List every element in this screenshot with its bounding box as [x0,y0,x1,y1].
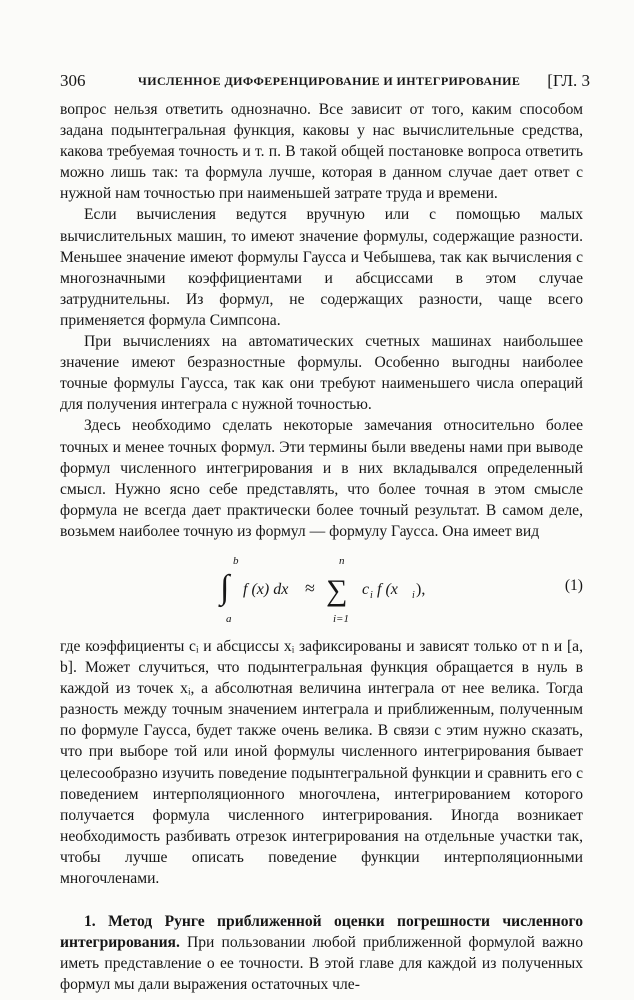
paragraph-automatic-machines: При вычислениях на автоматических счетных машинах наибольшее значение имеют безразностные формулы. Особенно выгодны наиболее точные формулы Гаусса, так как они требуют наименьшего числа операций для получения интеграла с нужной точностью. [60,333,583,414]
summand-function: f (x [377,580,398,598]
paragraph-after-formula: где коэффициенты cᵢ и абсциссы xᵢ зафиксированы и зависят только от n и [a, b]. Может случиться, что подынтегральная функция обращается в нуль в каждой из точек xᵢ, а абсолютная величина интеграла от нее велика. Тогда разность между точным значением интеграла и приближенным, полученным по формуле Гаусса, будет также очень велика. В связи с этим нужно сказать, что при выборе той или иной формулы численного интегрирования бывает целесообразно изучить поведение подынтегральной функции и сравнить его с поведением интерполяционного многочлена, интегрированием которого получается формула численного интегрирования. Иногда возникает необходимость разбивать отрезок интегрирования на отдельные участки так, чтобы лучше описать поведение функции интерполяционными многочленами. [60,637,583,887]
running-head [60,68,590,94]
sum-lower-limit: i=1 [333,612,349,625]
gauss-formula [60,542,583,636]
page-number: 306 [60,71,86,90]
integral-sign: ∫ [220,568,230,606]
paragraph-continuation: вопрос нельзя ответить однозначно. Все зависит от того, каким способом задана подынтегральная функция, каковы у нас вычислительные средства, какова требуемая точность и т. п. В такой общей постановке вопроса ответить можно лишь так: та формула лучше, которая в данном случае дает ответ с нужной нам точностью при наименьшей затрате труда и времени. [60,101,583,203]
sum-sign: ∑ [326,573,348,607]
paragraph-accuracy-remarks: Здесь необходимо сделать некоторые замечания относительно более точных и менее точных формул. Эти термины были введены нами при выводе формул численного интегрирования и в них вкладывался определенный смысл. Нужно ясно себе представлять, что более точная в этом смысле формула не всегда дает практически более точный результат. В самом деле, возьмем наиболее точную из формул — формулу Гаусса. Она имеет вид [60,417,583,540]
section-paragraph [60,911,583,995]
formula-number: (1) [564,576,583,594]
sum-upper-limit: n [339,554,345,567]
approx-sign: ≈ [305,577,315,598]
summand-coefficient-index: i [370,589,373,601]
section-heading: 1. Метод Рунге приближенной оценки погрешности численного интегрирования. [60,913,583,952]
integral-lower-limit: a [226,612,232,625]
integrand: f (x) dx [243,580,289,598]
integral-upper-limit: b [233,554,239,567]
section-text: При пользовании любой приближенной формулой важно иметь представление о ее точности. В этой главе для каждой из полученных формул мы дали выражения остаточных чле- [60,934,583,994]
body-text [60,99,583,995]
summand-close: ), [416,580,426,598]
summand-coefficient: c [362,580,370,598]
running-title: ЧИСЛЕННОЕ ДИФФЕРЕНЦИРОВАНИЕ И ИНТЕГРИРОВАНИЕ [138,74,521,88]
summand-abscissa-index: i [412,589,415,601]
paragraph-manual-computation: Если вычисления ведутся вручную или с помощью малых вычислительных машин, то имеют значение формулы, содержащие разности. Меньшее значение имеют формулы Гаусса и Чебышева, так как вычисления с многозначными коэффициентами и абсциссами в этом случае затруднительны. Из формул, не содержащих разности, чаще всего применяется формула Симпсона. [60,206,583,329]
chapter-reference: [ГЛ. 3 [547,71,590,90]
